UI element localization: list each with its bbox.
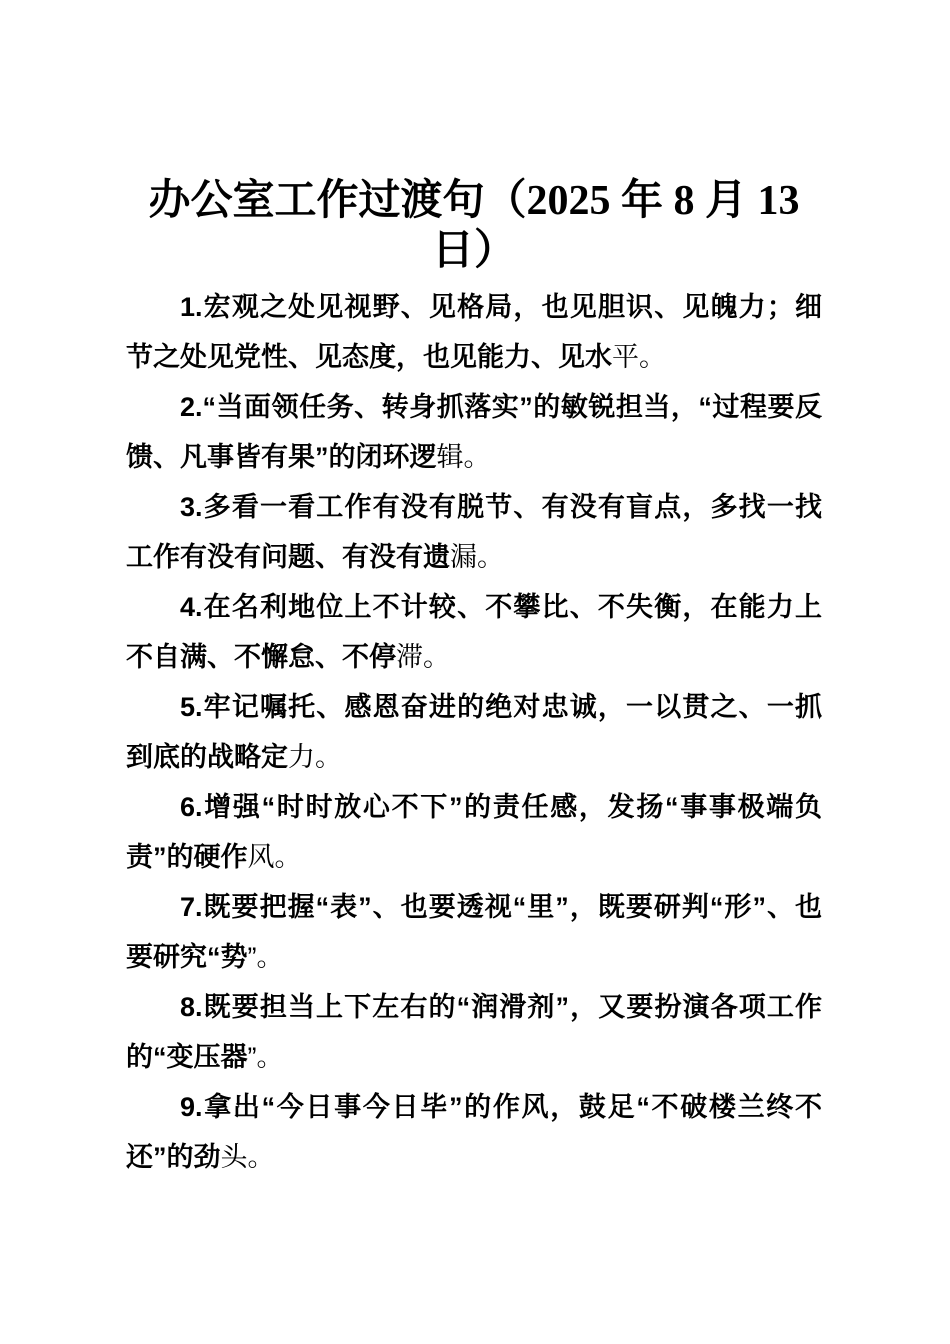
paragraph-tail-text: 漏。 — [450, 542, 504, 572]
paragraph — [126, 582, 822, 682]
paragraph — [126, 382, 822, 482]
paragraph-tail-text: 平。 — [612, 342, 666, 372]
document-title-line-2: 日） — [431, 228, 516, 274]
paragraph — [126, 982, 822, 1082]
paragraph — [126, 782, 822, 882]
paragraph-bold-text: 8.既要担当上下左右的“润滑剂”，又要扮演各项工作的“变压器 — [126, 992, 822, 1072]
paragraph — [126, 682, 822, 782]
paragraph-tail-text: 滞。 — [396, 642, 450, 672]
paragraph-bold-text: 7.既要把握“表”、也要透视“里”，既要研判“形”、也要研究“势 — [126, 892, 822, 972]
paragraph-bold-text: 2.“当面领任务、转身抓落实”的敏锐担当，“过程要反馈、凡事皆有果”的闭环逻 — [126, 392, 822, 472]
paragraph-bold-text: 1.宏观之处见视野、见格局，也见胆识、见魄力；细节之处见党性、见态度，也见能力、见水 — [126, 292, 822, 372]
paragraph-tail-text: 头。 — [220, 1142, 275, 1172]
paragraph-bold-text: 9.拿出“今日事今日毕”的作风，鼓足“不破楼兰终不还”的劲 — [126, 1092, 822, 1172]
paragraph — [126, 882, 822, 982]
paragraph-tail-text: ”。 — [247, 1042, 284, 1072]
paragraph — [126, 482, 822, 582]
paragraph — [126, 282, 822, 382]
paragraph-bold-text: 4.在名利地位上不计较、不攀比、不失衡，在能力上不自满、不懈怠、不停 — [126, 592, 822, 672]
document-title — [126, 176, 822, 276]
paragraph-bold-text: 5.牢记嘱托、感恩奋进的绝对忠诚，一以贯之、一抓到底的战略定 — [126, 692, 822, 772]
paragraph-bold-text: 6.增强“时时放心不下”的责任感，发扬“事事极端负责”的硬作 — [126, 792, 822, 872]
paragraph-tail-text: ”。 — [247, 942, 284, 972]
document-title-line-1: 办公室工作过渡句（2025 年 8 月 13 — [148, 178, 800, 224]
paragraph-tail-text: 力。 — [288, 742, 342, 772]
paragraph-tail-text: 风。 — [247, 842, 302, 872]
paragraph-tail-text: 辑。 — [436, 442, 491, 472]
paragraph — [126, 1082, 822, 1182]
paragraph-bold-text: 3.多看一看工作有没有脱节、有没有盲点，多找一找工作有没有问题、有没有遗 — [126, 492, 822, 572]
